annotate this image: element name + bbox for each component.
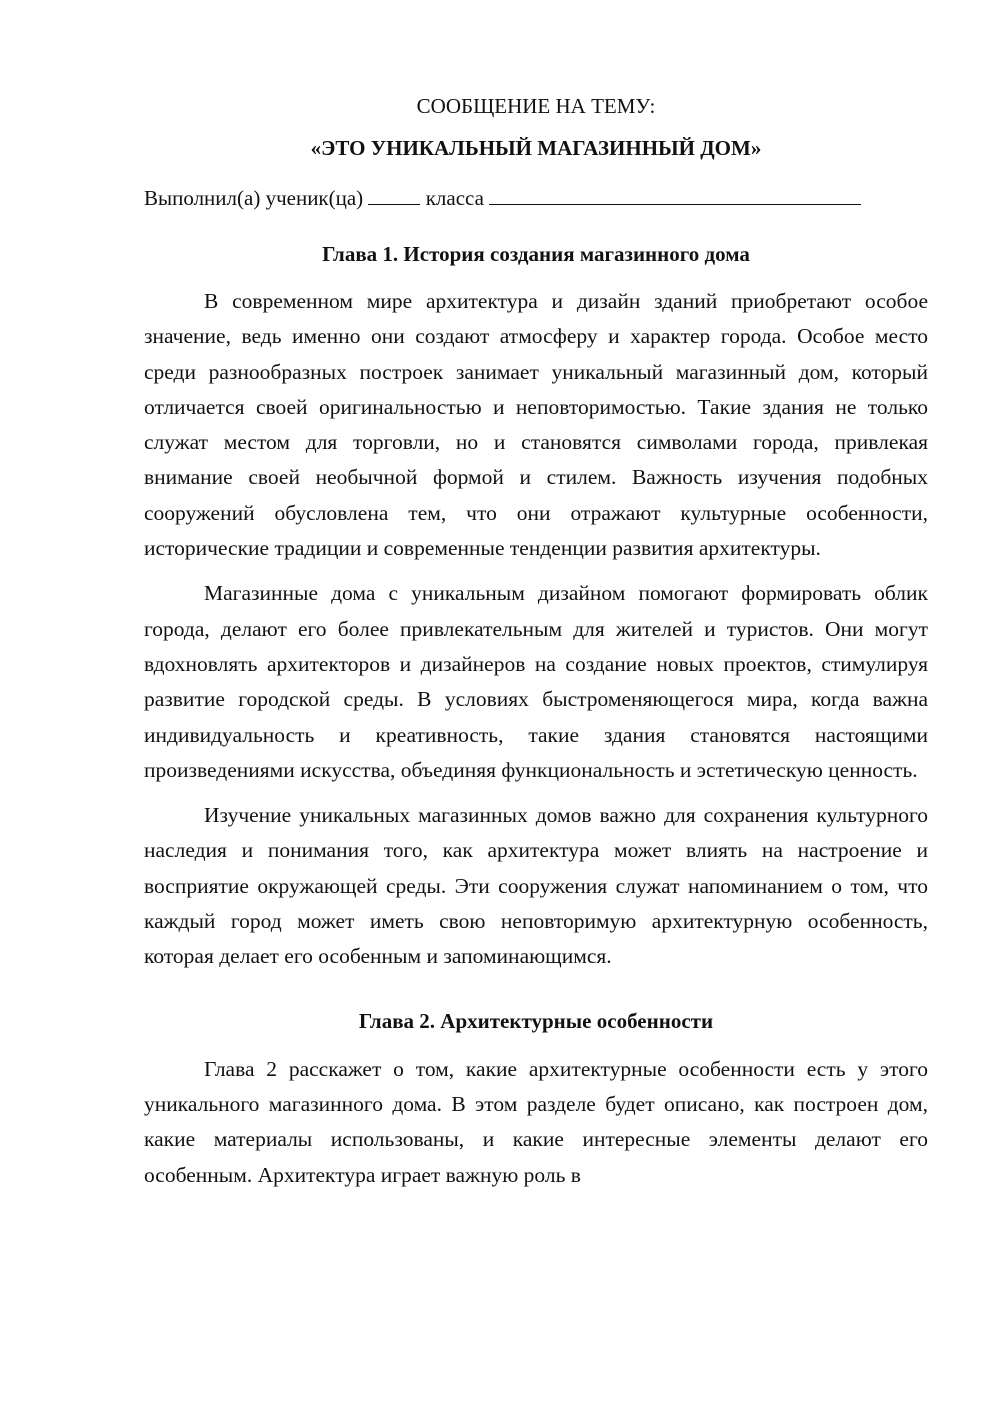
author-byline xyxy=(144,184,928,212)
byline-middle: класса xyxy=(425,186,484,210)
chapter-1-paragraph-2: Магазинные дома с уникальным дизайном помогают формировать облик города, делают его более привлекательным для жителей и туристов. Они могут вдохновлять архитекторов и дизайнеров на создание новых проектов, стимулируя развитие городской среды. В условиях быстроменяющегося мира, когда важна индивидуальность и креативность, такие здания становятся настоящими произведениями искусства, объединяя функциональность и эстетическую ценность. xyxy=(144,581,928,782)
chapter-2-heading: Глава 2. Архитектурные особенности xyxy=(358,1008,714,1033)
document-title-line-1: СООБЩЕНИЕ НА ТЕМУ: xyxy=(416,94,656,118)
chapter-1-paragraph-3: Изучение уникальных магазинных домов важно для сохранения культурного наследия и понимания того, как архитектура может влиять на настроение и восприятие окружающей среды. Эти сооружения служат напоминанием о том, что каждый город может иметь свою неповторимую архитектурную особенность, которая делает его особенным и запоминающимся. xyxy=(144,803,928,969)
chapter-2-paragraph-1: Глава 2 расскажет о том, какие архитектурные особенности есть у этого уникального магазинного дома. В этом разделе будет описано, как построен дом, какие материалы использованы, и какие интересные элементы делают его особенным. Архитектура играет важную роль в xyxy=(144,1056,928,1187)
name-blank xyxy=(489,184,861,205)
chapter-1-heading: Глава 1. История создания магазинного дома xyxy=(322,242,750,266)
byline-prefix: Выполнил(а) ученик(ца) xyxy=(144,186,364,210)
grade-blank xyxy=(368,184,420,205)
document-title-line-2: «ЭТО УНИКАЛЬНЫЙ МАГАЗИННЫЙ ДОМ» xyxy=(310,136,762,160)
chapter-1-paragraph-1: В современном мире архитектура и дизайн зданий приобретают особое значение, ведь именно они создают атмосферу и характер города. Особое место среди разнообразных построек занимает уникальный магазинный дом, который отличается своей оригинальностью и неповторимостью. Такие здания не только служат местом для торговли, но и становятся символами города, привлекая внимание своей необычной формой и стилем. Важность изучения подобных сооружений обусловлена тем, что они отражают культурные особенности, исторические традиции и современные тенденции развития архитектуры. xyxy=(144,289,928,561)
document-page xyxy=(144,90,928,1193)
